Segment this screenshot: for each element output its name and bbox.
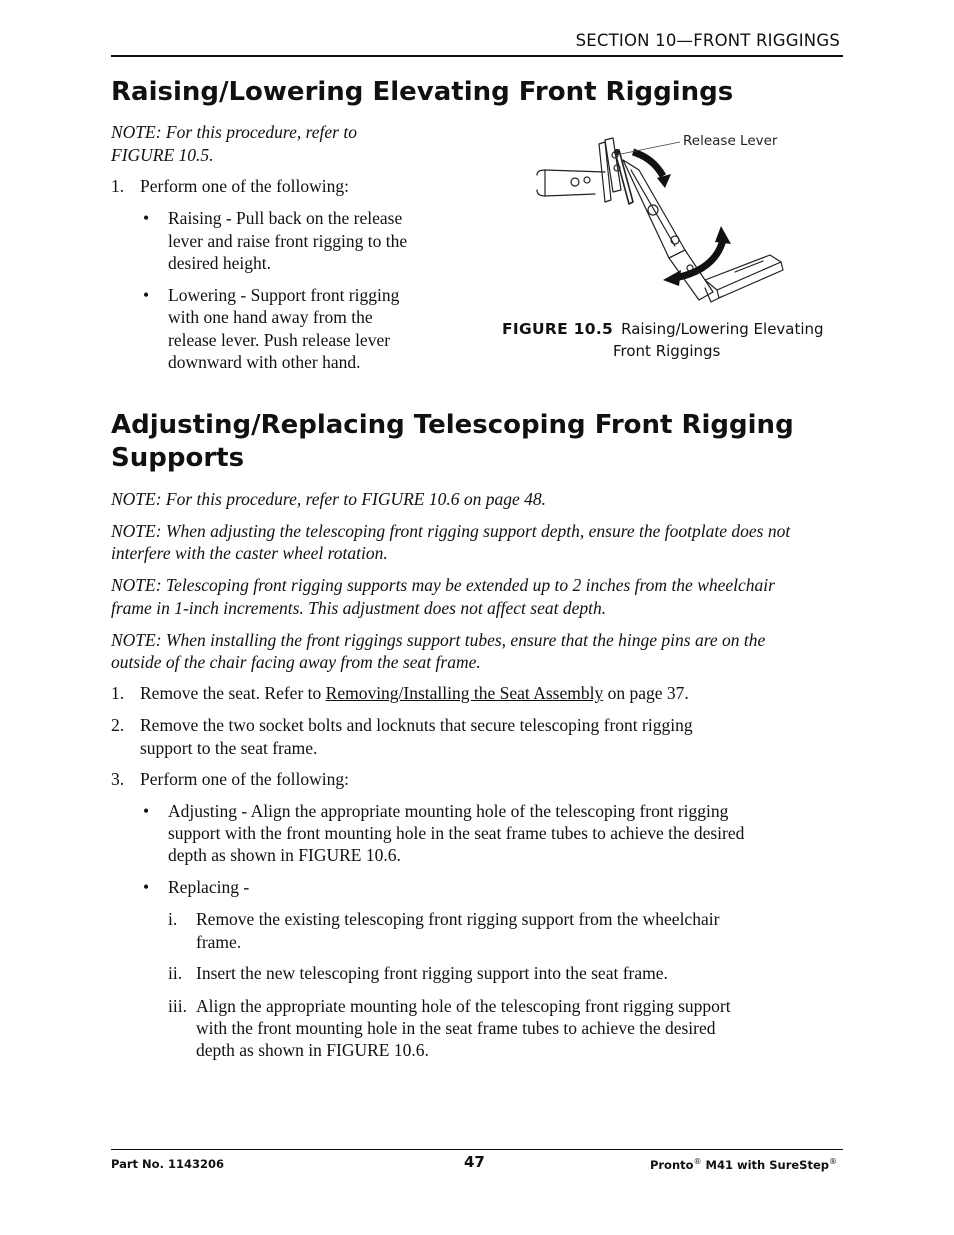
- sub-step-text: depth as shown in FIGURE 10.6.: [196, 1040, 429, 1060]
- footer-product-name: [650, 1157, 837, 1172]
- bullet-text: Adjusting - Align the appropriate mounting hole of the telescoping front rigging: [168, 801, 729, 821]
- front-rigging-illustration: [535, 130, 795, 310]
- bullet-marker: •: [143, 208, 150, 228]
- bullet-text: release lever. Push release lever: [168, 330, 391, 350]
- product-name-part: Pronto: [649, 1157, 694, 1172]
- sub-step-text: Remove the existing telescoping front rigging support from the wheelchair: [196, 909, 720, 929]
- step-text: Remove the two socket bolts and locknuts that secure telescoping front rigging: [140, 715, 693, 735]
- bullet-marker: •: [143, 285, 150, 305]
- footer-rule: [111, 1149, 843, 1150]
- bullet-text: support with the front mounting hole in the seat frame tubes to achieve the desired: [168, 823, 745, 843]
- note-line: NOTE: When installing the front riggings support tubes, ensure that the hinge pins are on the: [111, 630, 766, 650]
- bullet-text: lever and raise front rigging to the: [168, 231, 408, 251]
- sub-step-text: with the front mounting hole in the seat frame tubes to achieve the desired: [196, 1018, 716, 1038]
- step-number: 2.: [111, 715, 125, 735]
- step-text: Perform one of the following:: [140, 176, 349, 196]
- sub-step-text: Insert the new telescoping front rigging support into the seat frame.: [196, 963, 668, 983]
- registered-mark: ®: [829, 1157, 837, 1166]
- registered-mark: ®: [693, 1157, 702, 1166]
- bullet-marker: •: [143, 801, 150, 821]
- figure-caption-text: Raising/Lowering Elevating: [621, 320, 824, 338]
- page-number: 47: [464, 1153, 485, 1171]
- bullet-text: with one hand away from the: [168, 307, 373, 327]
- sub-step-text: frame.: [196, 932, 242, 952]
- seat-assembly-link[interactable]: Removing/Installing the Seat Assembly: [325, 683, 604, 703]
- sub-step-number: ii.: [168, 963, 183, 983]
- product-name-part: M41 with SureStep: [701, 1157, 829, 1172]
- figure-caption: [502, 318, 842, 362]
- section-title-telescoping: [111, 409, 811, 475]
- figure-label: FIGURE 10.5: [502, 320, 614, 338]
- note-line: NOTE: For this procedure, refer to FIGURE 10.6 on page 48.: [111, 489, 547, 509]
- note-line: NOTE: When adjusting the telescoping front rigging support depth, ensure the footplate does not: [111, 521, 791, 541]
- release-lever-callout: Release Lever: [683, 133, 778, 149]
- header-rule: [111, 55, 843, 57]
- bullet-text: Raising - Pull back on the release: [168, 208, 403, 228]
- figure-caption-text: Front Riggings: [613, 342, 721, 360]
- step-number: 3.: [111, 769, 125, 789]
- bullet-text: desired height.: [168, 253, 272, 273]
- title-line: Supports: [111, 443, 245, 473]
- step-text-part: on page 37.: [603, 683, 689, 703]
- step-text: Perform one of the following:: [140, 769, 349, 789]
- note-line: frame in 1-inch increments. This adjustment does not affect seat depth.: [111, 598, 607, 618]
- running-header: SECTION 10—FRONT RIGGINGS: [575, 31, 840, 50]
- title-line: Adjusting/Replacing Telescoping Front Rigging: [111, 410, 794, 440]
- sub-step-number: iii.: [168, 996, 187, 1016]
- step-text-part: Remove the seat. Refer to: [140, 683, 326, 703]
- bullet-text: Lowering - Support front rigging: [168, 285, 400, 305]
- footer-part-number: Part No. 1143206: [111, 1157, 224, 1171]
- note-line: FIGURE 10.5.: [111, 145, 214, 165]
- step-number: 1.: [111, 683, 125, 703]
- section-title-raising-lowering: Raising/Lowering Elevating Front Riggings: [111, 77, 734, 107]
- step-text: support to the seat frame.: [140, 738, 318, 758]
- bullet-text: Replacing -: [168, 877, 250, 897]
- step-number: 1.: [111, 176, 125, 196]
- bullet-marker: •: [143, 877, 150, 897]
- bullet-text: downward with other hand.: [168, 352, 361, 372]
- sub-step-text: Align the appropriate mounting hole of the telescoping front rigging support: [196, 996, 731, 1016]
- bullet-text: depth as shown in FIGURE 10.6.: [168, 845, 401, 865]
- note-line: interfere with the caster wheel rotation.: [111, 543, 388, 563]
- step-text: [140, 682, 689, 705]
- note-line: NOTE: Telescoping front rigging supports may be extended up to 2 inches from the wheelchair: [111, 575, 775, 595]
- note-line: NOTE: For this procedure, refer to: [111, 122, 357, 142]
- sub-step-number: i.: [168, 909, 178, 929]
- note-line: outside of the chair facing away from the seat frame.: [111, 652, 481, 672]
